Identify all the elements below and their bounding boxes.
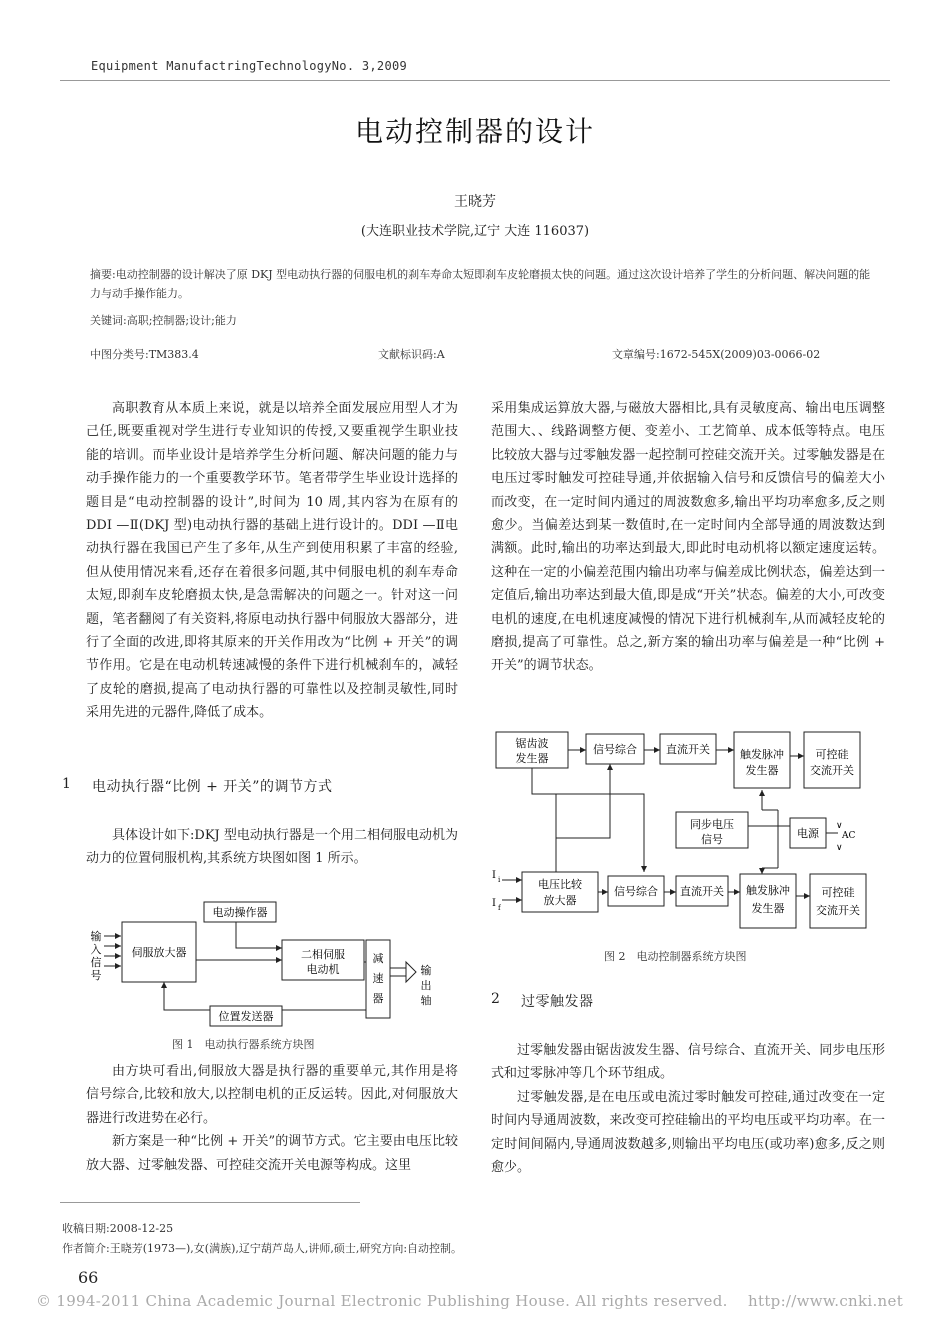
fig2-dc-switch: 直流开关 — [666, 743, 710, 756]
paragraph: 由方块可看出,伺服放大器是执行器的重要单元,其作用是将信号综合,比较和放大,以控制电机的正反运转。因此,对伺服放大器进行改进势在必行。 — [86, 1064, 458, 1126]
fig1-operator-line — [236, 922, 282, 948]
figure1-diagram — [86, 900, 456, 1028]
paragraph: 具体设计如下:DKJ 型电动执行器是一个用二相伺服电动机为动力的位置伺服机构,其系统方块图如图 1 所示。 — [86, 828, 458, 867]
section2-title: 过零触发器 — [521, 994, 594, 1010]
fig2-trigger-box2 — [740, 874, 796, 928]
fig2-line — [556, 764, 610, 838]
fig2-ac-mark: ∨ — [836, 843, 843, 853]
fig1-feedback-arrow — [164, 982, 210, 1010]
fig2-sync-l1: 同步电压 — [690, 818, 734, 831]
fig2-comparator-l2: 放大器 — [543, 894, 577, 907]
author: 王晓芳 — [454, 194, 496, 210]
fig2-input-f: I — [492, 898, 496, 909]
fig1-position-sender: 位置发送器 — [218, 1010, 274, 1023]
footnote-rule — [60, 1202, 360, 1203]
left-p2 — [86, 1060, 458, 1177]
paragraph: 过零触发器,是在电压或电流过零时触发可控硅,通过改变在一定时间内导通周波数，来改变可控硅输出的平均电压或平均功率。在一定时间间隔内,导通周波数越多,则输出平均电压(或功率)愈多,反之则愈少。 — [491, 1089, 885, 1176]
fig2-signal-sum2: 信号综合 — [614, 885, 658, 898]
fig2-dc-switch2: 直流开关 — [680, 885, 724, 898]
fig2-input-i-sub: i — [498, 876, 501, 884]
fig2-trigger2-l2: 发生器 — [751, 902, 785, 915]
fig2-scr-l1: 可控硅 — [815, 748, 849, 761]
section2-number: 2 — [491, 991, 501, 1007]
figure1-caption: 图 1 电动执行器系统方块图 — [172, 1038, 315, 1051]
fig2-signal-sum: 信号综合 — [593, 743, 637, 756]
fig1-input-char: 号 — [90, 969, 102, 982]
fig1-input-char: 入 — [90, 943, 102, 956]
fig1-output-char: 轴 — [420, 994, 432, 1007]
fig2-scr2-l2: 交流开关 — [816, 904, 860, 917]
paragraph: 新方案是一种“比例 + 开关”的调节方式。它主要由电压比较放大器、过零触发器、可控硅交流开关电源等构成。这里 — [86, 1134, 458, 1173]
author-bio: 作者简介:王晓芳(1973—),女(满族),辽宁葫芦岛人,讲师,硕士,研究方向:自动控制。 — [62, 1242, 463, 1255]
figure2-diagram — [490, 728, 890, 933]
left-p1 — [86, 824, 458, 871]
keywords: 关键词:高职;控制器;设计;能力 — [90, 314, 237, 327]
right-p2 — [491, 1039, 885, 1179]
page-number: 66 — [78, 1268, 99, 1287]
abstract: 摘要:电动控制器的设计解决了原 DKJ 型电动执行器的伺服电机的刹车寿命太短即刹车皮轮磨损太快的问题。通过这次设计培养了学生的分析问题、解决问题的能力与动手操作能力。 — [90, 268, 871, 300]
article-title: 电动控制器的设计 — [354, 115, 595, 148]
right-p1 — [491, 397, 885, 678]
fig2-sawtooth-l1: 锯齿波 — [515, 737, 549, 750]
fig2-line — [532, 768, 644, 856]
doc-code: 文献标识码:A — [378, 348, 445, 361]
fig2-power: 电源 — [797, 827, 819, 840]
journal-header: Equipment ManufactringTechnologyNo. 3,2009 — [91, 59, 408, 73]
fig1-motor-line1: 二相伺服 — [301, 948, 345, 961]
fig2-comparator-l1: 电压比较 — [538, 878, 582, 891]
fig1-reducer-c1: 减 — [372, 952, 384, 965]
intro-paragraph: 高职教育从本质上来说，就是以培养全面发展应用型人才为己任,既要重视对学生进行专业知识的传授,又要重视学生职业技能的培训。而毕业设计是培养学生分析问题、解决问题的能力与动手操作能力的一个重要教学环节。笔者带学生毕业设计选择的题目是“电动控制器的设计”,时间为 10 周,其内容为在原有的 DDI —Ⅱ(DKJ 型)电动执行器的基础上进行设计的。DDI —Ⅱ电动执行器在我国已产生了多年,从生产到使用积累了丰富的经验,但从使用情况来看,还存在着很多问题,其中伺服电机的刹车寿命太短,即刹车皮轮磨损太快,是急需解决的问题之一。针对这一问题，笔者翻阅了有关资料,将原电动执行器中伺服放大器部分，进行了全面的改进,即将其原来的开关作用改为“比例 + 开关”的调节作用。它是在电动机转速减慢的条件下进行机械刹车的，减轻了皮轮的磨损,提高了电动执行器的可靠性以及控制灵敏性,同时采用先进的元器件,降低了成本。 — [86, 401, 458, 721]
fig2-trigger-l2: 发生器 — [745, 764, 779, 777]
paragraph: 过零触发器由锯齿波发生器、信号综合、直流开关、同步电压形式和过零脉冲等几个环节组成。 — [491, 1043, 885, 1082]
fig1-servo-amp: 伺服放大器 — [131, 946, 187, 959]
fig2-ac: AC — [842, 831, 856, 841]
fig2-sawtooth-l2: 发生器 — [515, 752, 549, 765]
paragraph: 采用集成运算放大器,与磁放大器相比,具有灵敏度高、输出电压调整范围大、、线路调整方便、变差小、工艺简单、成本低等特点。电压比较放大器与过零触发器一起控制可控硅交流开关。过零触发器是在电压过零时触发可控硅导通,并依据输入信号和反馈信号的偏差大小而改变，在一定时间内通过的周波数愈多,输出平均功率愈多,反之则愈少。当偏差达到某一数值时,在一定时间内全部导通的周波数达到满额。此时,输出的功率达到最大,即此时电动机将以额定速度运转。这种在一定的小偏差范围内输出功率与偏差成比例状态，偏差达到一定值后,输出功率达到最大值,即是成“开关”状态。偏差的大小,可改变电机的速度,在电机速度减慢的情况下进行机械刹车,从而减轻皮轮的磨损,提高了可靠性。总之,新方案的输出功率与偏差是一种“比例 + 开关”的调节状态。 — [491, 401, 885, 674]
copyright-notice: © 1994-2011 China Academic Journal Electronic Publishing House. All rights reserved. http://www.cnki.net — [36, 1292, 904, 1310]
affiliation: (大连职业技术学院,辽宁 大连 116037) — [360, 224, 590, 239]
fig1-output-arrow — [406, 962, 416, 982]
left-intro — [86, 397, 458, 725]
fig2-scr-l2: 交流开关 — [810, 764, 854, 777]
fig1-reducer-c2: 速 — [372, 972, 384, 985]
clc-number: 中图分类号:TM383.4 — [90, 348, 199, 361]
fig1-input-char: 信 — [90, 956, 102, 969]
received-date: 收稿日期:2008-12-25 — [62, 1222, 174, 1235]
fig1-output-char: 出 — [420, 979, 432, 992]
header-rule — [60, 80, 890, 81]
fig1-motor-line2: 电动机 — [306, 963, 340, 976]
figure2-caption: 图 2 电动控制器系统方块图 — [604, 950, 747, 963]
fig2-input-i: I — [492, 870, 496, 881]
fig1-output-char: 输 — [420, 964, 432, 977]
fig2-scr2-l1: 可控硅 — [821, 886, 855, 899]
article-id: 文章编号:1672-545X(2009)03-0066-02 — [612, 348, 821, 361]
fig2-trigger-l1: 触发脉冲 — [740, 748, 784, 761]
section1-title: 电动执行器“比例 + 开关”的调节方式 — [92, 779, 333, 795]
fig2-ac-mark: ∨ — [836, 821, 843, 831]
fig1-operator: 电动操作器 — [212, 906, 268, 919]
fig2-scr-box2 — [810, 874, 866, 928]
section1-number: 1 — [62, 776, 72, 792]
fig2-trigger2-l1: 触发脉冲 — [746, 884, 790, 897]
fig2-input-f-sub: f — [498, 904, 501, 912]
fig1-input-char: 输 — [90, 930, 102, 943]
fig2-sync-l2: 信号 — [701, 833, 723, 846]
fig1-reducer-c3: 器 — [372, 992, 384, 1005]
